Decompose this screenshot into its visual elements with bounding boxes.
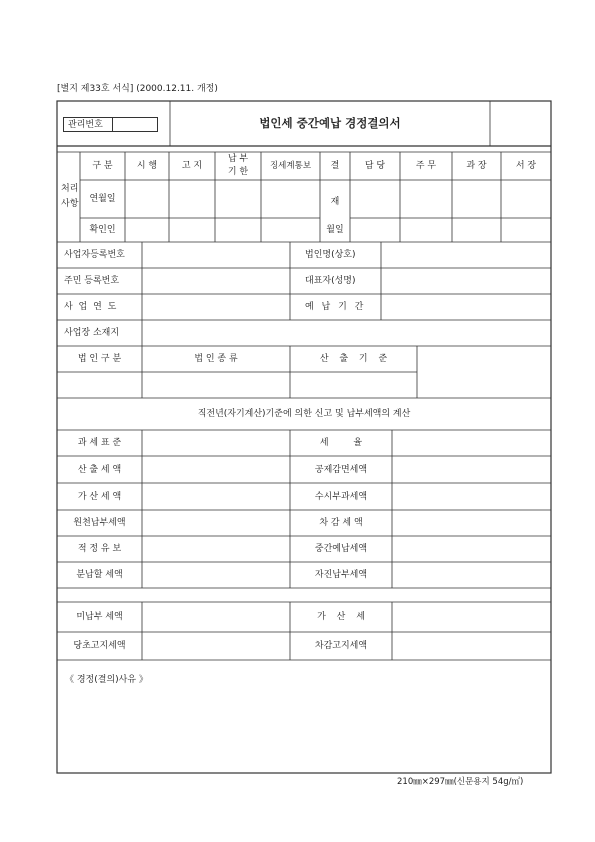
processing-label-1: 처리 <box>61 184 79 194</box>
reason-label: 《 경정(결의)사유 》 <box>65 675 148 685</box>
calc-left-3: 가 산 세 액 <box>77 492 122 502</box>
form-number: [별지 제33호 서식] (2000.12.11. 개정) <box>57 84 218 94</box>
row-confirm: 확인인 <box>89 225 116 235</box>
signer-chief: 주 무 <box>415 161 437 171</box>
calc-basis-label: 산 출 기 준 <box>319 354 388 364</box>
mgmt-no-box[interactable] <box>63 117 158 132</box>
location-label: 사업장 소재지 <box>64 328 120 338</box>
col-notice: 고 지 <box>181 161 203 171</box>
corp-type-label: 법 인 종 류 <box>194 354 238 364</box>
reason-field[interactable] <box>60 690 548 770</box>
prepay-period-label: 예 납 기 간 <box>305 302 364 312</box>
row-date: 연월일 <box>89 194 116 204</box>
calc-right-6: 자진납부세액 <box>314 570 368 580</box>
approval-date: 월일 <box>326 225 344 235</box>
form-title: 법인세 중간예납 경정결의서 <box>259 116 401 130</box>
approval-jae: 재 <box>330 197 340 207</box>
biz-reg-no-label: 사업자등록번호 <box>64 250 125 260</box>
net-notice-tax-label: 차감고지세액 <box>314 641 368 651</box>
biz-year-label: 사 업 연 도 <box>64 302 117 312</box>
col-enforce: 시 행 <box>136 161 158 171</box>
corp-class-label: 법 인 구 분 <box>77 354 122 364</box>
calc-right-2: 공제감면세액 <box>314 465 368 475</box>
surcharge-label: 가 산 세 <box>317 612 365 622</box>
signer-director: 서 장 <box>515 161 537 171</box>
calc-right-5: 중간예납세액 <box>314 544 368 554</box>
calc-right-1: 세 율 <box>319 438 363 448</box>
calc-right-3: 수시부과세액 <box>314 492 368 502</box>
calc-left-2: 산 출 세 액 <box>77 465 122 475</box>
col-deadline: 기 한 <box>227 167 249 177</box>
resident-no-label: 주민 등록번호 <box>64 276 120 286</box>
signer-staff: 담 당 <box>364 161 386 171</box>
section-title: 직전년(자기계산)기준에 의한 신고 및 납부세액의 계산 <box>197 409 411 419</box>
corp-name-label: 법인명(상호) <box>305 250 356 260</box>
rep-label: 대표자(성명) <box>305 276 356 286</box>
col-category: 구 분 <box>92 161 113 171</box>
calc-left-1: 과 세 표 준 <box>77 438 122 448</box>
mgmt-no-label: 관리번호 <box>68 120 103 130</box>
calc-right-4: 차 감 세 액 <box>319 518 363 528</box>
initial-notice-tax-label: 당초고지세액 <box>73 641 126 651</box>
col-tax-report: 징세계통보 <box>269 161 312 171</box>
calc-left-5: 적 정 유 보 <box>77 544 122 554</box>
approval-gyeol: 결 <box>330 161 340 171</box>
signer-section-head: 과 장 <box>466 161 487 171</box>
col-payment: 납 부 <box>227 154 249 164</box>
unpaid-tax-label: 미납부 세액 <box>76 612 123 622</box>
paper-spec: 210㎜×297㎜(신문용지 54g/㎡) <box>397 777 524 787</box>
processing-label-2: 사항 <box>61 199 79 209</box>
calc-left-6: 분납할 세액 <box>76 570 123 580</box>
calc-left-4: 원천납부세액 <box>73 518 126 528</box>
